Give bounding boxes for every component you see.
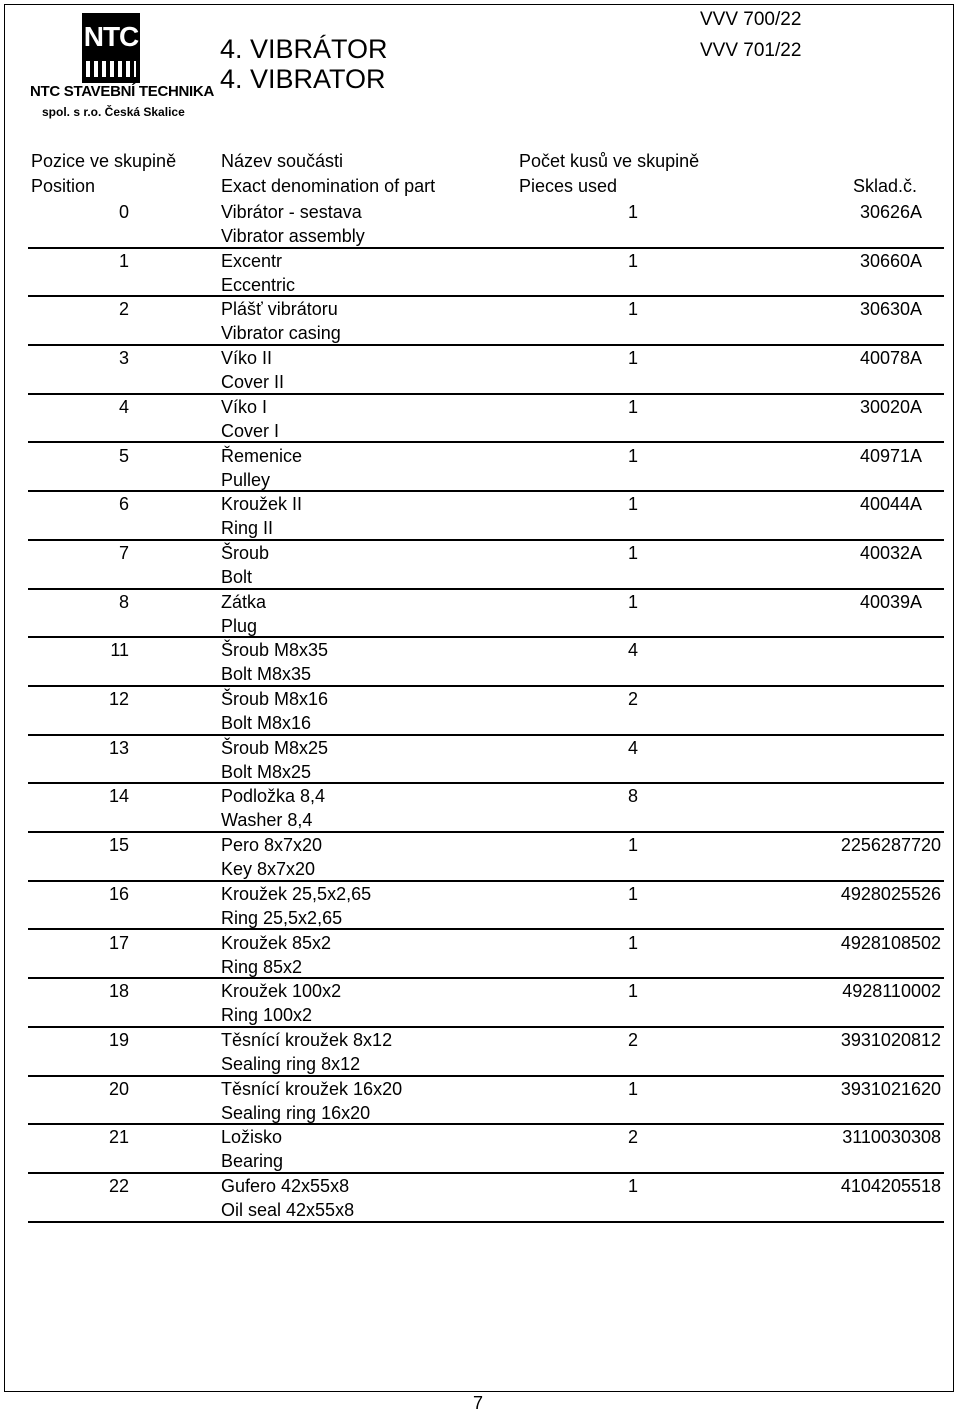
part-quantity: 1: [628, 202, 639, 222]
part-position: 20: [108, 1078, 129, 1099]
header-count-cz: Počet kusů ve skupině: [519, 151, 700, 171]
part-name-czech: Kroužek 100x2: [221, 981, 342, 1002]
part-quantity: 1: [628, 591, 639, 612]
part-stock-number: 30020A: [859, 396, 922, 417]
part-quantity: 1: [628, 542, 639, 563]
part-position: 17: [108, 932, 129, 953]
table-row: [28, 1077, 944, 1126]
part-name-english: Bolt M8x25: [221, 761, 312, 782]
part-stock-number: 30630A: [859, 299, 922, 320]
logo-company-subline: spol. s r.o. Česká Skalice: [42, 105, 185, 119]
part-position: 13: [108, 737, 129, 758]
part-position: 19: [108, 1029, 129, 1050]
part-stock-number: 40971A: [859, 445, 922, 466]
table-row: [28, 1028, 944, 1077]
part-position: 4: [118, 396, 129, 417]
table-row: [28, 1174, 944, 1223]
part-name-czech: Kroužek II: [221, 494, 303, 515]
part-name-czech: Šroub M8x16: [221, 689, 329, 709]
part-name-czech: Víko II: [221, 348, 273, 369]
part-stock-number: 40044A: [859, 494, 922, 515]
part-stock-number: 3931020812: [840, 1029, 941, 1050]
header-name-cz: Název součásti: [221, 151, 344, 171]
part-name-czech: Ložisko: [221, 1127, 283, 1148]
logo-company-name: NTC STAVEBNÍ TECHNIKA: [30, 83, 214, 100]
part-position: 18: [108, 981, 129, 1002]
part-name-czech: Podložka 8,4: [221, 786, 326, 807]
table-row: [28, 638, 944, 687]
part-stock-number: 4928108502: [840, 932, 941, 953]
part-name-english: Bolt M8x16: [221, 713, 312, 733]
table-row: [28, 541, 944, 590]
part-quantity: 4: [628, 737, 639, 758]
header-name-en: Exact denomination of part: [221, 176, 436, 196]
part-position: 3: [118, 348, 129, 369]
table-row: [28, 444, 944, 493]
table-row: [28, 736, 944, 785]
table-row: [28, 590, 944, 639]
part-name-czech: Plášť vibrátoru: [221, 299, 338, 320]
part-quantity: 1: [628, 494, 639, 515]
part-name-english: Vibrator assembly: [221, 226, 365, 246]
header-count-en: Pieces used: [519, 176, 618, 196]
part-stock-number: 4104205518: [840, 1176, 941, 1196]
part-position: 16: [108, 883, 129, 904]
logo-mark: NTC: [82, 13, 140, 83]
part-stock-number: 4928025526: [840, 883, 941, 904]
part-quantity: 1: [628, 250, 639, 271]
part-position: 7: [118, 542, 129, 563]
part-quantity: 2: [628, 1029, 639, 1050]
part-stock-number: 30660A: [859, 250, 922, 271]
table-row: [28, 979, 944, 1028]
part-name-english: Ring II: [221, 518, 274, 539]
part-name-english: Pulley: [221, 469, 271, 490]
part-name-czech: Šroub M8x35: [221, 640, 329, 661]
table-row: [28, 200, 944, 249]
part-quantity: 1: [628, 835, 639, 856]
part-position: 8: [118, 591, 129, 612]
part-stock-number: 4928110002: [842, 981, 941, 1002]
part-quantity: 1: [628, 299, 639, 320]
part-quantity: 1: [628, 348, 639, 369]
table-row: [28, 492, 944, 541]
part-name-english: Cover II: [221, 372, 285, 393]
part-name-czech: Šroub M8x25: [221, 737, 329, 758]
part-name-czech: Šroub: [221, 542, 270, 563]
part-stock-number: 3110030308: [842, 1127, 941, 1148]
part-quantity: 1: [628, 445, 639, 466]
part-name-czech: Vibrátor - sestava: [221, 202, 362, 222]
part-name-english: Bolt: [221, 566, 253, 587]
part-quantity: 1: [628, 883, 639, 904]
table-row: [28, 687, 944, 736]
part-name-english: Plug: [221, 615, 258, 636]
header-position-cz: Pozice ve skupině: [31, 151, 177, 171]
table-row: [28, 1125, 944, 1174]
part-quantity: 1: [628, 932, 639, 953]
title-english: 4. VIBRATOR: [220, 64, 386, 94]
part-stock-number: 2256287720: [840, 835, 941, 856]
part-stock-number: 30626A: [859, 202, 922, 222]
part-position: 1: [118, 250, 129, 271]
product-code-1: VVV 700/22: [700, 9, 802, 30]
part-name-czech: Těsnící kroužek 8x12: [221, 1029, 393, 1050]
part-position: 2: [118, 299, 129, 320]
part-name-english: Ring 25,5x2,65: [221, 907, 343, 928]
table-row: [28, 882, 944, 931]
part-stock-number: 3931021620: [840, 1078, 941, 1099]
part-name-english: Bolt M8x35: [221, 664, 312, 685]
table-row: [28, 346, 944, 395]
part-quantity: 2: [628, 1127, 639, 1148]
title-czech: 4. VIBRÁTOR: [220, 34, 388, 64]
part-position: 11: [110, 640, 129, 661]
header-stock-number: Sklad.č.: [853, 176, 918, 196]
company-logo: [28, 13, 214, 121]
part-name-czech: Řemenice: [221, 445, 303, 466]
table-row: [28, 833, 944, 882]
part-name-english: Cover I: [221, 420, 280, 441]
part-position: 15: [108, 835, 129, 856]
part-position: 5: [118, 445, 129, 466]
part-quantity: 1: [628, 1176, 639, 1196]
part-position: 22: [108, 1176, 129, 1196]
part-name-english: Bearing: [221, 1151, 284, 1172]
part-name-czech: Víko I: [221, 396, 268, 417]
part-position: 21: [108, 1127, 129, 1148]
part-position: 12: [108, 689, 129, 709]
part-stock-number: 40039A: [859, 591, 922, 612]
part-name-english: Washer 8,4: [221, 810, 313, 831]
table-row: [28, 395, 944, 444]
part-quantity: 1: [628, 396, 639, 417]
part-name-english: Vibrator casing: [221, 323, 341, 344]
part-stock-number: 40078A: [859, 348, 922, 369]
part-name-czech: Kroužek 85x2: [221, 932, 332, 953]
part-position: 6: [118, 494, 129, 515]
product-code-2: VVV 701/22: [700, 40, 802, 61]
part-position: 0: [118, 202, 129, 222]
part-position: 14: [108, 786, 129, 807]
part-quantity: 8: [628, 786, 639, 807]
part-name-english: Ring 85x2: [221, 956, 303, 977]
part-name-czech: Těsnící kroužek 16x20: [221, 1078, 403, 1099]
part-quantity: 4: [628, 640, 639, 661]
page-number: 7: [473, 1393, 484, 1413]
table-row: [28, 249, 944, 298]
part-quantity: 1: [628, 981, 639, 1002]
table-row: [28, 931, 944, 980]
part-name-czech: Kroužek 25,5x2,65: [221, 883, 372, 904]
part-name-english: Key 8x7x20: [221, 859, 316, 880]
part-name-english: Eccentric: [221, 274, 296, 295]
part-quantity: 1: [628, 1078, 639, 1099]
part-name-czech: Excentr: [221, 250, 283, 271]
table-row: [28, 784, 944, 833]
part-name-czech: Gufero 42x55x8: [221, 1176, 350, 1196]
part-name-english: Ring 100x2: [221, 1005, 313, 1026]
table-row: [28, 297, 944, 346]
part-name-english: Oil seal 42x55x8: [221, 1200, 355, 1220]
part-stock-number: 40032A: [859, 542, 922, 563]
part-name-english: Sealing ring 16x20: [221, 1102, 371, 1123]
part-name-english: Sealing ring 8x12: [221, 1053, 361, 1074]
part-name-czech: Zátka: [221, 591, 267, 612]
part-name-czech: Pero 8x7x20: [221, 835, 323, 856]
part-quantity: 2: [628, 689, 639, 709]
header-position-en: Position: [31, 176, 96, 196]
